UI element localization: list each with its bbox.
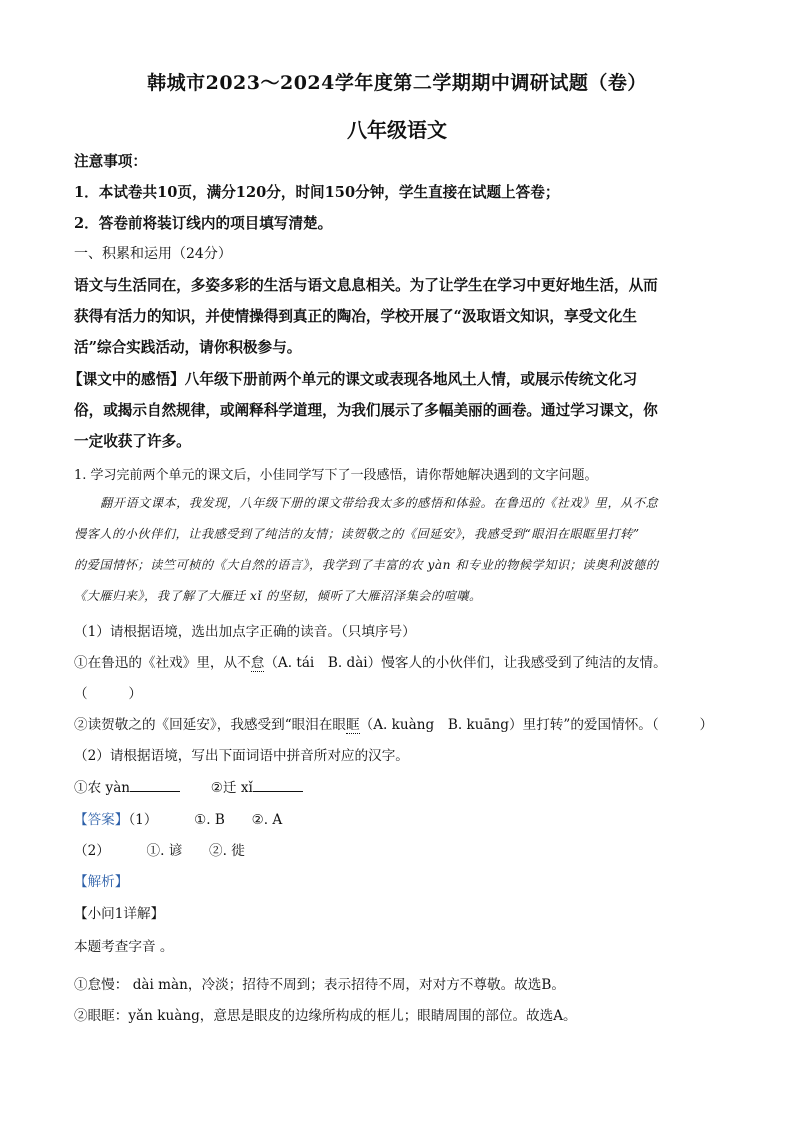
answer-blank-1a[interactable]: （ ） <box>74 686 142 702</box>
section-heading: 一、积累和运用（24分） <box>74 246 232 262</box>
intro-line-2: 获得有活力的知识，并使情操得到真正的陶冶，学校开展了“汲取语文知识，享受文化生 <box>74 308 637 325</box>
answer-blank-2a[interactable] <box>130 777 180 792</box>
sub-question-1: （1）请根据语境，选出加点字正确的读音。（只填序号） <box>74 624 416 640</box>
sub-question-1b-post: （A. kuàng B. kuāng）里打转”的爱国情怀。（ ） <box>359 717 714 733</box>
answer-blank-2b[interactable] <box>253 777 303 792</box>
sub-question-2b: ②迁 xǐ <box>210 780 253 796</box>
sub-question-2-items <box>74 776 303 796</box>
answer-row-2 <box>74 839 245 859</box>
sub-question-1a-post: （A. tái B. dài）慢客人的小伙伴们，让我感受到了纯洁的友情。 <box>264 655 667 671</box>
lesson-line-1: 【课文中的感悟】八年级下册前两个单元的课文或表现各地风土人情，或展示传统文化习 <box>68 371 638 388</box>
intro-line-3: 活”综合实践活动，请你积极参与。 <box>74 339 302 356</box>
answer-2b: ②. 徙 <box>209 843 245 859</box>
lesson-line-3: 一定收获了许多。 <box>74 433 191 450</box>
passage-line-3: 的爱国情怀；读竺可桢的《大自然的语言》，我学到了丰富的农 yàn 和专业的物候学知识；读奥利波德的 <box>74 558 659 572</box>
answer-label: 【答案】 <box>74 812 129 828</box>
analysis-line-3: ②眼眶：yǎn kuàng，意思是眼皮的边缘所构成的框儿；眼睛周围的部位。故选A。 <box>74 1008 577 1024</box>
passage-line-1: 翻开语文课本，我发现，八年级下册的课文带给我太多的感悟和体验。在鲁迅的《社戏》里，从不怠 <box>100 496 659 510</box>
passage-line-4: 《大雁归来》，我了解了大雁迁 xǐ 的坚韧，倾听了大雁沼泽集会的喧嚷。 <box>74 589 482 603</box>
answer-1a: ①. B <box>194 812 225 828</box>
sub-question-1b-pre: ②读贺敬之的《回延安》，我感受到“眼泪在眼 <box>74 717 347 733</box>
intro-line-1: 语文与生活同在，多姿多彩的生活与语文息息相关。为了让学生在学习中更好地生活，从而 <box>74 277 658 294</box>
sub-question-1b <box>74 713 713 733</box>
analysis-label: 【解析】 <box>74 874 129 890</box>
dotted-char: 眶 <box>346 717 360 733</box>
analysis-line-2: ①怠慢： dài màn，冷淡；招待不周到；表示招待不周，对对方不尊敬。故选B。 <box>74 977 565 993</box>
sub-question-2a: ①农 yàn <box>74 780 131 796</box>
passage-line-2: 慢客人的小伙伴们，让我感受到了纯洁的友情；读贺敬之的《回延安》，我感受到“眼泪在眼眶里打转” <box>74 527 640 541</box>
answer-1-number: （1） <box>128 812 158 828</box>
notice-heading: 注意事项： <box>74 153 147 170</box>
sub-question-2: （2）请根据语境，写出下面词语中拼音所对应的汉字。 <box>74 748 409 764</box>
answer-row-1 <box>74 808 282 828</box>
notice-item-2: 2．答卷前将装订线内的项目填写清楚。 <box>74 215 333 232</box>
notice-item-1: 1．本试卷共10页，满分120分，时间150分钟，学生直接在试题上答卷； <box>74 184 560 201</box>
answer-2a: ①. 谚 <box>146 843 183 859</box>
dotted-char: 怠 <box>250 655 265 671</box>
sub-question-1a-pre: ①在鲁迅的《社戏》里，从不 <box>74 655 251 671</box>
analysis-line-1: 本题考查字音 。 <box>74 939 174 955</box>
answer-1b: ②. A <box>251 812 283 828</box>
answer-2-number: （2） <box>74 843 110 859</box>
exam-subtitle: 八年级语文 <box>347 118 447 142</box>
lesson-line-2: 俗，或揭示自然规律，或阐释科学道理，为我们展示了多幅美丽的画卷。通过学习课文，你 <box>74 402 658 419</box>
sub-question-1a <box>74 651 667 671</box>
exam-title: 韩城市2023～2024学年度第二学期期中调研试题（卷） <box>147 72 647 94</box>
analysis-sub-label: 【小问1详解】 <box>74 906 165 922</box>
question-1-stem: 1. 学习完前两个单元的课文后，小佳同学写下了一段感悟，请你帮她解决遇到的文字问题。 <box>74 468 598 483</box>
